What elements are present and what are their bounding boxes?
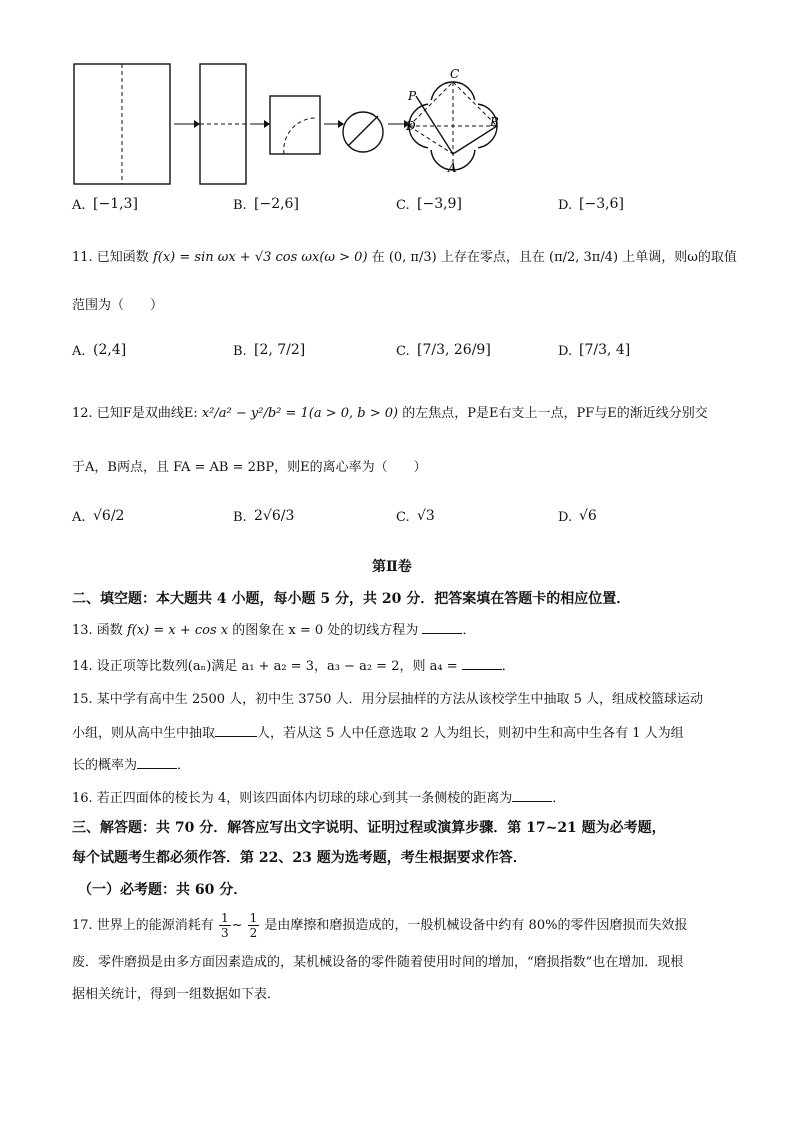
q17-frac2-den: 2 <box>249 926 258 940</box>
q12-line-2: 于A，B两点，且 FA = AB = 2BP，则E的离心率为（ ） <box>72 460 427 475</box>
question-11 <box>72 248 737 268</box>
q17-frac1-num: 1 <box>220 911 229 925</box>
q15-line-2 <box>72 722 684 744</box>
four-lobe-figure <box>405 67 499 175</box>
q15-line-3 <box>72 754 190 776</box>
q11-text-mid: 上存在零点，且在 <box>440 250 545 265</box>
q12-equation: x²/a² − y²/b² = 1(a > 0, b > 0) <box>201 406 399 421</box>
q11-option-c-letter: C. <box>396 344 410 359</box>
q17-line-1 <box>72 911 687 940</box>
q11-function: f(x) = sin ωx + √3 cos ωx(ω > 0) <box>152 250 368 265</box>
q11-option-a: (2,4] <box>93 342 127 358</box>
q17-fraction-2 <box>248 911 260 940</box>
q10-option-c-letter: C. <box>396 198 410 213</box>
q11-prefix: 11. 已知函数 <box>72 250 149 265</box>
q11-option-b: [2, 7/2] <box>254 342 306 358</box>
q11-option-b-letter: B. <box>233 344 247 359</box>
part-2-title: 第Ⅱ卷 <box>372 559 412 575</box>
label-d: D <box>406 119 416 133</box>
q11-option-d: [7/3, 4] <box>579 342 631 358</box>
q13-text: 的图象在 x = 0 处的切线方程为 <box>232 623 419 638</box>
q10-option-b: [−2,6] <box>254 196 299 212</box>
q11-interval-2: (π/2, 3π/4) <box>549 250 619 265</box>
q13-answer-blank[interactable] <box>422 619 462 634</box>
label-c: C <box>450 67 460 81</box>
q11-interval-1: (0, π/3) <box>388 250 437 265</box>
q10-option-a: [−1,3] <box>93 196 138 212</box>
q12-option-c-letter: C. <box>396 510 410 525</box>
q15-line-3-b: ． <box>177 758 191 773</box>
question-13 <box>72 619 475 641</box>
q10-option-b-letter: B. <box>233 198 247 213</box>
q11-line-2: 范围为（ ） <box>72 298 164 313</box>
q17-frac1-den: 3 <box>220 926 229 940</box>
q14-text: 14. 设正项等比数列(aₙ)满足 a₁ + a₂ = 3，a₃ − a₂ = 2，则 a₄ = <box>72 659 458 674</box>
q15-line-1: 15. 某中学有高中生 2500 人，初中生 3750 人．用分层抽样的方法从该校学生中抽取 5 人，组成校篮球运动 <box>72 692 704 707</box>
q11-text-end: 上单调，则ω的取值 <box>622 250 737 265</box>
q17-line-2: 废．零件磨损是由多方面因素造成的，某机械设备的零件随着使用时间的增加，“磨损指数”也在增加．现根 <box>72 955 684 970</box>
q11-option-a-letter: A. <box>72 344 86 359</box>
q17-line-3: 据相关统计，得到一组数据如下表． <box>72 987 281 1002</box>
q16-text: 16. 若正四面体的棱长为 4，则该四面体内切球的球心到其一条侧棱的距离为 <box>72 791 513 806</box>
q14-answer-blank[interactable] <box>462 655 502 670</box>
q14-end: ． <box>501 659 515 674</box>
question-14 <box>72 655 515 677</box>
label-a: A <box>448 161 457 175</box>
q12-prefix: 12. 已知F是双曲线E: <box>72 406 198 421</box>
q12-option-b: 2√6/3 <box>254 508 295 524</box>
q16-answer-blank[interactable] <box>512 787 552 802</box>
q15-answer-blank-1[interactable] <box>215 722 257 737</box>
q12-option-d: √6 <box>579 508 597 524</box>
q16-end: ． <box>552 791 566 806</box>
q12-option-b-letter: B. <box>233 510 247 525</box>
subsection-required: （一）必考题：共 60 分． <box>78 882 248 898</box>
cut-shape <box>343 112 383 152</box>
section-3-heading-line-1: 三、解答题：共 70 分．解答应写出文字说明、证明过程或演算步骤．第 17~21 题为必考题， <box>72 820 666 836</box>
q12-text: 的左焦点，P是E右支上一点，PF与E的渐近线分别交 <box>402 406 708 421</box>
q13-function: f(x) = x + cos x <box>126 623 229 638</box>
q13-end: ． <box>462 623 476 638</box>
q11-option-d-letter: D. <box>558 344 573 359</box>
q17-prefix: 17. 世界上的能源消耗有 <box>72 918 214 933</box>
folding-diagram <box>70 60 510 190</box>
q17-text: 是由摩擦和磨损造成的，一般机械设备中约有 80%的零件因磨损而失效报 <box>264 918 688 933</box>
question-12 <box>72 404 708 424</box>
q13-prefix: 13. 函数 <box>72 623 123 638</box>
section-3-heading-line-2: 每个试题考生都必须作答．第 22、23 题为选考题，考生根据要求作答． <box>72 850 527 866</box>
q10-option-d: [−3,6] <box>579 196 624 212</box>
label-b: B <box>490 115 499 129</box>
q15-answer-blank-2[interactable] <box>137 754 177 769</box>
q15-line-2-a: 小组，则从高中生中抽取 <box>72 726 216 741</box>
paper-sheet-3 <box>270 96 320 154</box>
q15-line-2-b: 人，若从这 5 人中任意选取 2 人为组长，则初中生和高中生各有 1 人为组 <box>257 726 684 741</box>
q10-option-c: [−3,9] <box>417 196 462 212</box>
q17-fraction-1 <box>219 911 231 940</box>
q12-option-d-letter: D. <box>558 510 573 525</box>
q12-option-a-letter: A. <box>72 510 86 525</box>
q17-frac2-num: 1 <box>249 911 258 925</box>
q15-line-3-a: 长的概率为 <box>72 758 138 773</box>
q10-option-d-letter: D. <box>558 198 573 213</box>
q11-option-c: [7/3, 26/9] <box>417 342 491 358</box>
q11-text-in: 在 <box>371 250 385 265</box>
q12-option-c: √3 <box>417 508 435 524</box>
q10-option-a-letter: A. <box>72 198 86 213</box>
section-2-heading: 二、填空题：本大题共 4 小题，每小题 5 分，共 20 分．把答案填在答题卡的相应位置． <box>72 591 631 607</box>
question-16 <box>72 787 565 809</box>
label-p: P <box>408 89 417 103</box>
q12-option-a: √6/2 <box>93 508 125 524</box>
q17-separator: ~ <box>231 918 243 933</box>
